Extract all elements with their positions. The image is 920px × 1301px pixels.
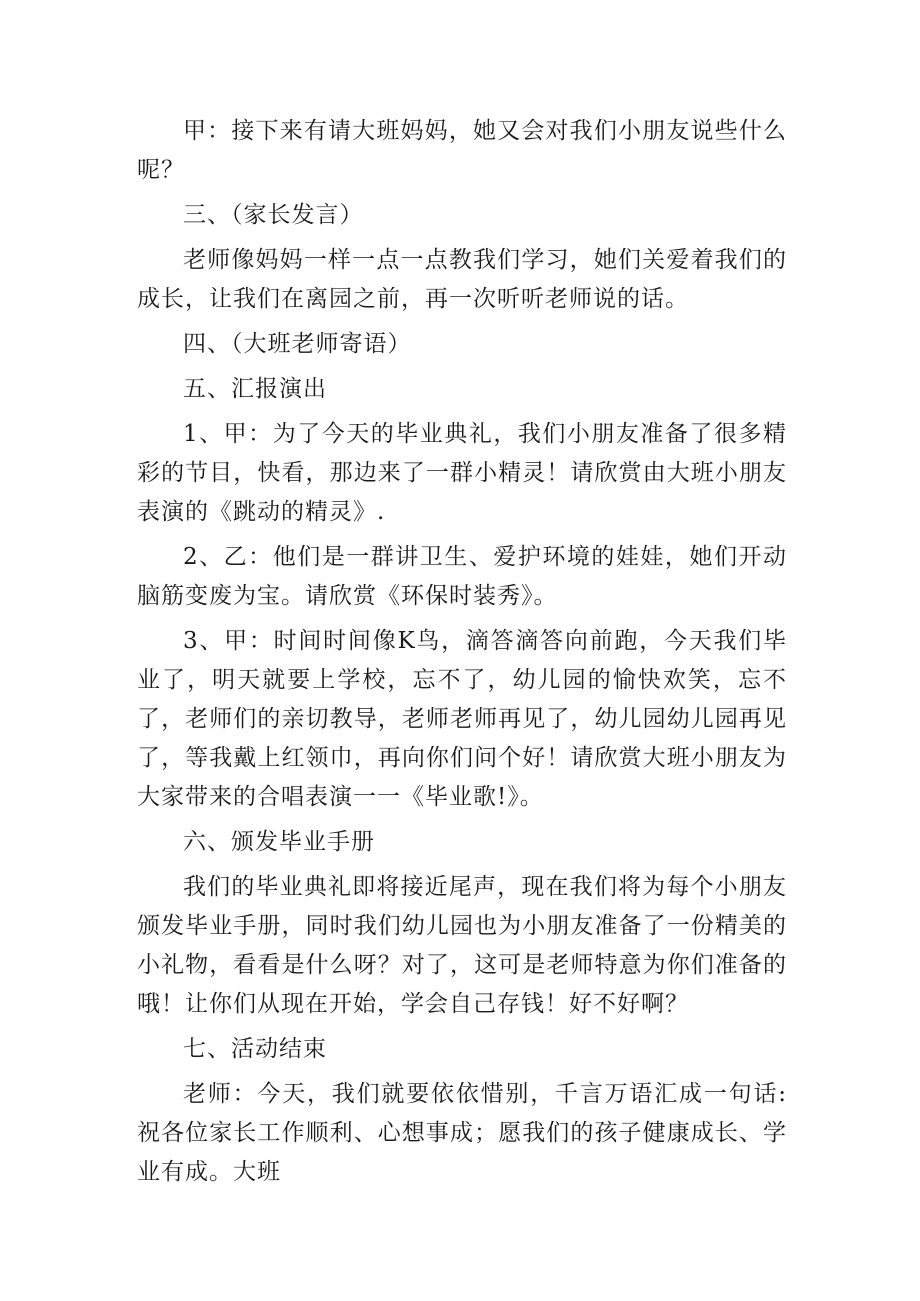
paragraph-closing: 老师：今天，我们就要依依惜别，千言万语汇成一句话:祝各位家长工作顺利、心想事成；愿我们的孩子健康成长、学业有成。大班 bbox=[137, 1081, 787, 1185]
heading-closing: 七、活动结束 bbox=[183, 1036, 327, 1062]
paragraph-jia-intro: 甲：接下来有请大班妈妈，她又会对我们小朋友说些什么呢？ bbox=[137, 118, 787, 183]
heading-performance: 五、汇报演出 bbox=[183, 376, 327, 402]
heading-parent-speech: 三、（家长发言） bbox=[183, 202, 364, 228]
heading-teacher-message: 四、（大班老师寄语） bbox=[183, 331, 412, 357]
paragraph-performance-3: 3、甲：时间时间像K鸟，滴答滴答向前跑，今天我们毕业了，明天就要上学校，忘不了，幼儿园的愉快欢笑，忘不了，老师们的亲切教导，老师老师再见了，幼儿园幼儿园再见了，等我戴上红领巾，再向你们问个好！请欣赏大班小朋友为大家带来的合唱表演一一《毕业歌!》。 bbox=[137, 628, 787, 810]
paragraph-performance-1: 1、甲：为了今天的毕业典礼，我们小朋友准备了很多精彩的节目，快看，那边来了一群小精灵！请欣赏由大班小朋友表演的《跳动的精灵》. bbox=[137, 421, 787, 525]
paragraph-performance-2: 2、乙：他们是一群讲卫生、爱护环境的娃娃，她们开动脑筋变废为宝。请欣赏《环保时装秀》。 bbox=[137, 544, 787, 609]
heading-handbook: 六、颁发毕业手册 bbox=[183, 829, 375, 855]
paragraph-teacher-words: 老师像妈妈一样一点一点教我们学习，她们关爱着我们的成长，让我们在离园之前，再一次听听老师说的话。 bbox=[137, 247, 787, 312]
document-page bbox=[137, 112, 787, 1192]
paragraph-handbook: 我们的毕业典礼即将接近尾声，现在我们将为每个小朋友颁发毕业手册，同时我们幼儿园也为小朋友准备了一份精美的小礼物，看看是什么呀？对了，这可是老师特意为你们准备的哦！让你们从现在开始，学会自己存钱！好不好啊？ bbox=[137, 874, 787, 1017]
